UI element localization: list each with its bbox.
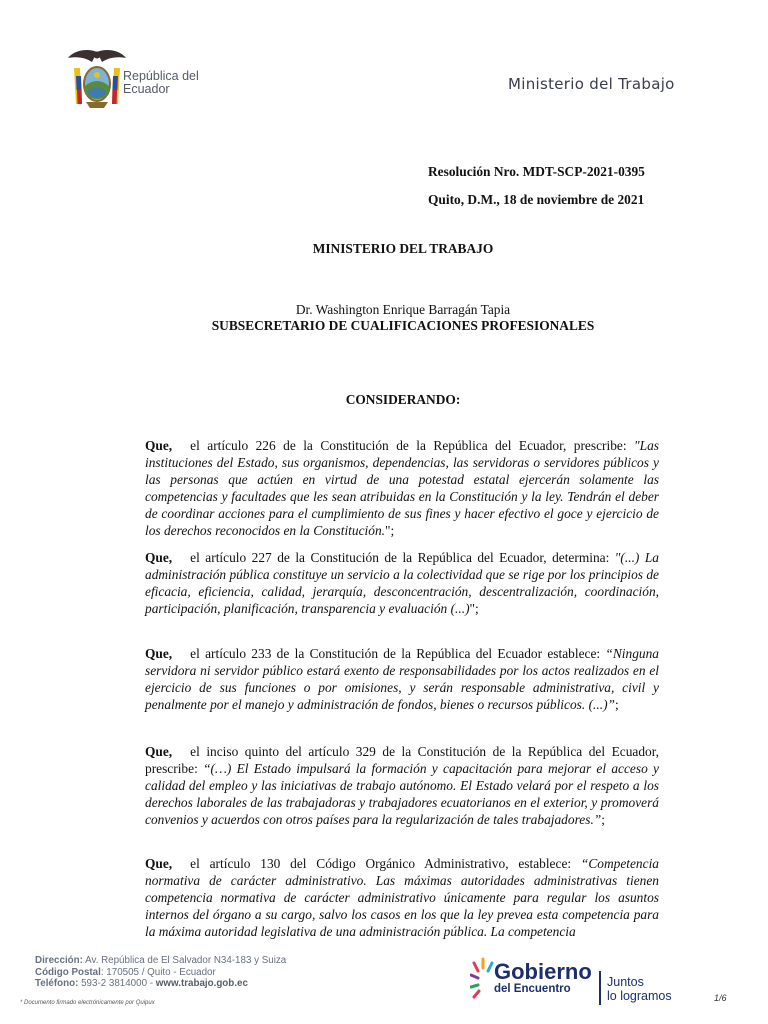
resolution-date: Quito, D.M., 18 de noviembre de 2021	[428, 192, 645, 207]
ministry-logo-text: Ministerio del Trabajo	[508, 75, 675, 93]
paragraph-3	[145, 645, 659, 713]
paragraph-2	[145, 549, 659, 617]
paragraph-lead: Que,	[145, 438, 173, 453]
signer-title: SUBSECRETARIO DE CUALIFICACIONES PROFESIONALES	[211, 318, 595, 333]
paragraph-tail: ;	[601, 812, 605, 827]
republic-name: República del Ecuador	[123, 69, 199, 96]
paragraph-intro: el artículo 227 de la Constitución de la República del Ecuador, determina:	[190, 550, 615, 565]
paragraph-quote: “Competencia normativa de carácter administrativo. Las máximas autoridades administrativas tienen competencia normativa de carácter administrativo únicamente para regular los asuntos internos del órgano a su cargo, salvo los casos en los que la ley prevea esta competencia para la máxima autoridad legislativa de una administración pública. La competencia	[145, 856, 659, 939]
website-link[interactable]: www.trabajo.gob.ec	[155, 978, 248, 989]
footer-address	[35, 955, 355, 990]
paragraph-5	[145, 855, 659, 940]
phone-line	[35, 978, 355, 990]
starburst-icon	[470, 957, 496, 1001]
slogan-line-1: Juntos	[607, 975, 644, 989]
phone-value: 593-2 3814000 -	[81, 978, 156, 989]
paragraph-lead: Que,	[145, 646, 173, 661]
ministry-logo	[508, 75, 675, 93]
paragraph-quote: “(…) El Estado impulsará la formación y capacitación para mejorar el acceso y calidad del empleo y las iniciativas de trabajo autónomo. El Estado velará por el respeto a los derechos laborales de las trabajadoras y trabajadores ecuatorianos en el exterior, y promoverá convenios y acuerdos con otros países para la regularización de tales trabajadores.”	[145, 761, 659, 827]
paragraph-quote: “Ninguna servidora ni servidor público estará exento de responsabilidades por los actos realizados en el ejercicio de sus funciones o por omisiones, y serán responsable administrativa, civil y penalmente por el manejo y administración de fondos, bienes o recursos públicos. (...)”	[145, 646, 659, 712]
paragraph-1	[145, 437, 659, 539]
postal-label: Código Postal	[35, 966, 101, 978]
republic-logo	[66, 46, 226, 112]
paragraph-quote: "Las instituciones del Estado, sus organismos, dependencias, las servidoras o servidores públicos y las personas que actúen en virtud de una potestad estatal ejercerán solamente las competencias y facultades que les sean atribuidas en la Constitución y la ley. Tendrán el deber de coordinar acciones para el cumplimiento de sus fines y hacer efectivo el goce y ejercicio de los derechos reconocidos en la Constitución.	[145, 438, 659, 538]
paragraph-4	[145, 743, 659, 828]
resolution-number: Resolución Nro. MDT-SCP-2021-0395	[428, 164, 645, 179]
paragraph-intro: el artículo 130 del Código Orgánico Administrativo, establece:	[190, 856, 581, 871]
paragraph-intro: el artículo 233 de la Constitución de la República del Ecuador establece:	[190, 646, 606, 661]
paragraph-intro: el inciso quinto del artículo 329 de la Constitución de la República del Ecuador, prescribe:	[145, 744, 659, 776]
signer-name: Dr. Washington Enrique Barragán Tapia	[295, 302, 511, 317]
gov-slogan	[607, 975, 672, 1003]
paragraph-lead: Que,	[145, 856, 173, 871]
postal-line	[35, 967, 355, 979]
paragraph-intro: el artículo 226 de la Constitución de la República del Ecuador, prescribe:	[190, 438, 635, 453]
gov-name: Gobierno	[494, 959, 592, 984]
signature-note: * Documento firmado electrónicamente por Quipux	[20, 1000, 155, 1006]
paragraph-tail: ";	[385, 523, 395, 538]
paragraph-lead: Que,	[145, 550, 173, 565]
section-heading: CONSIDERANDO:	[345, 392, 461, 407]
coat-of-arms-icon	[66, 46, 128, 112]
postal-value: : 170505 / Quito - Ecuador	[100, 966, 216, 978]
slogan-line-2: lo logramos	[607, 989, 672, 1003]
address-label: Dirección:	[35, 955, 83, 966]
phone-label: Teléfono:	[35, 978, 79, 989]
paragraph-tail: ";	[469, 601, 479, 616]
paragraph-quote: "(...) La administración pública constituye un servicio a la colectividad que se rige por los principios de eficacia, eficiencia, calidad, jerarquía, desconcentración, descentralización, coordinación, participación, planificación, transparencia y evaluación (...)	[145, 550, 659, 616]
address-line	[35, 955, 355, 967]
paragraph-lead: Que,	[145, 744, 173, 759]
logo-divider	[599, 971, 601, 1005]
ministry-heading: MINISTERIO DEL TRABAJO	[312, 241, 494, 256]
government-logo	[470, 955, 710, 1011]
gov-subtitle: del Encuentro	[494, 983, 571, 995]
paragraph-tail: ;	[614, 697, 619, 712]
page-number: 1/6	[714, 993, 727, 1003]
address-value: Av. República de El Salvador N34-183 y Suiza	[85, 955, 287, 966]
